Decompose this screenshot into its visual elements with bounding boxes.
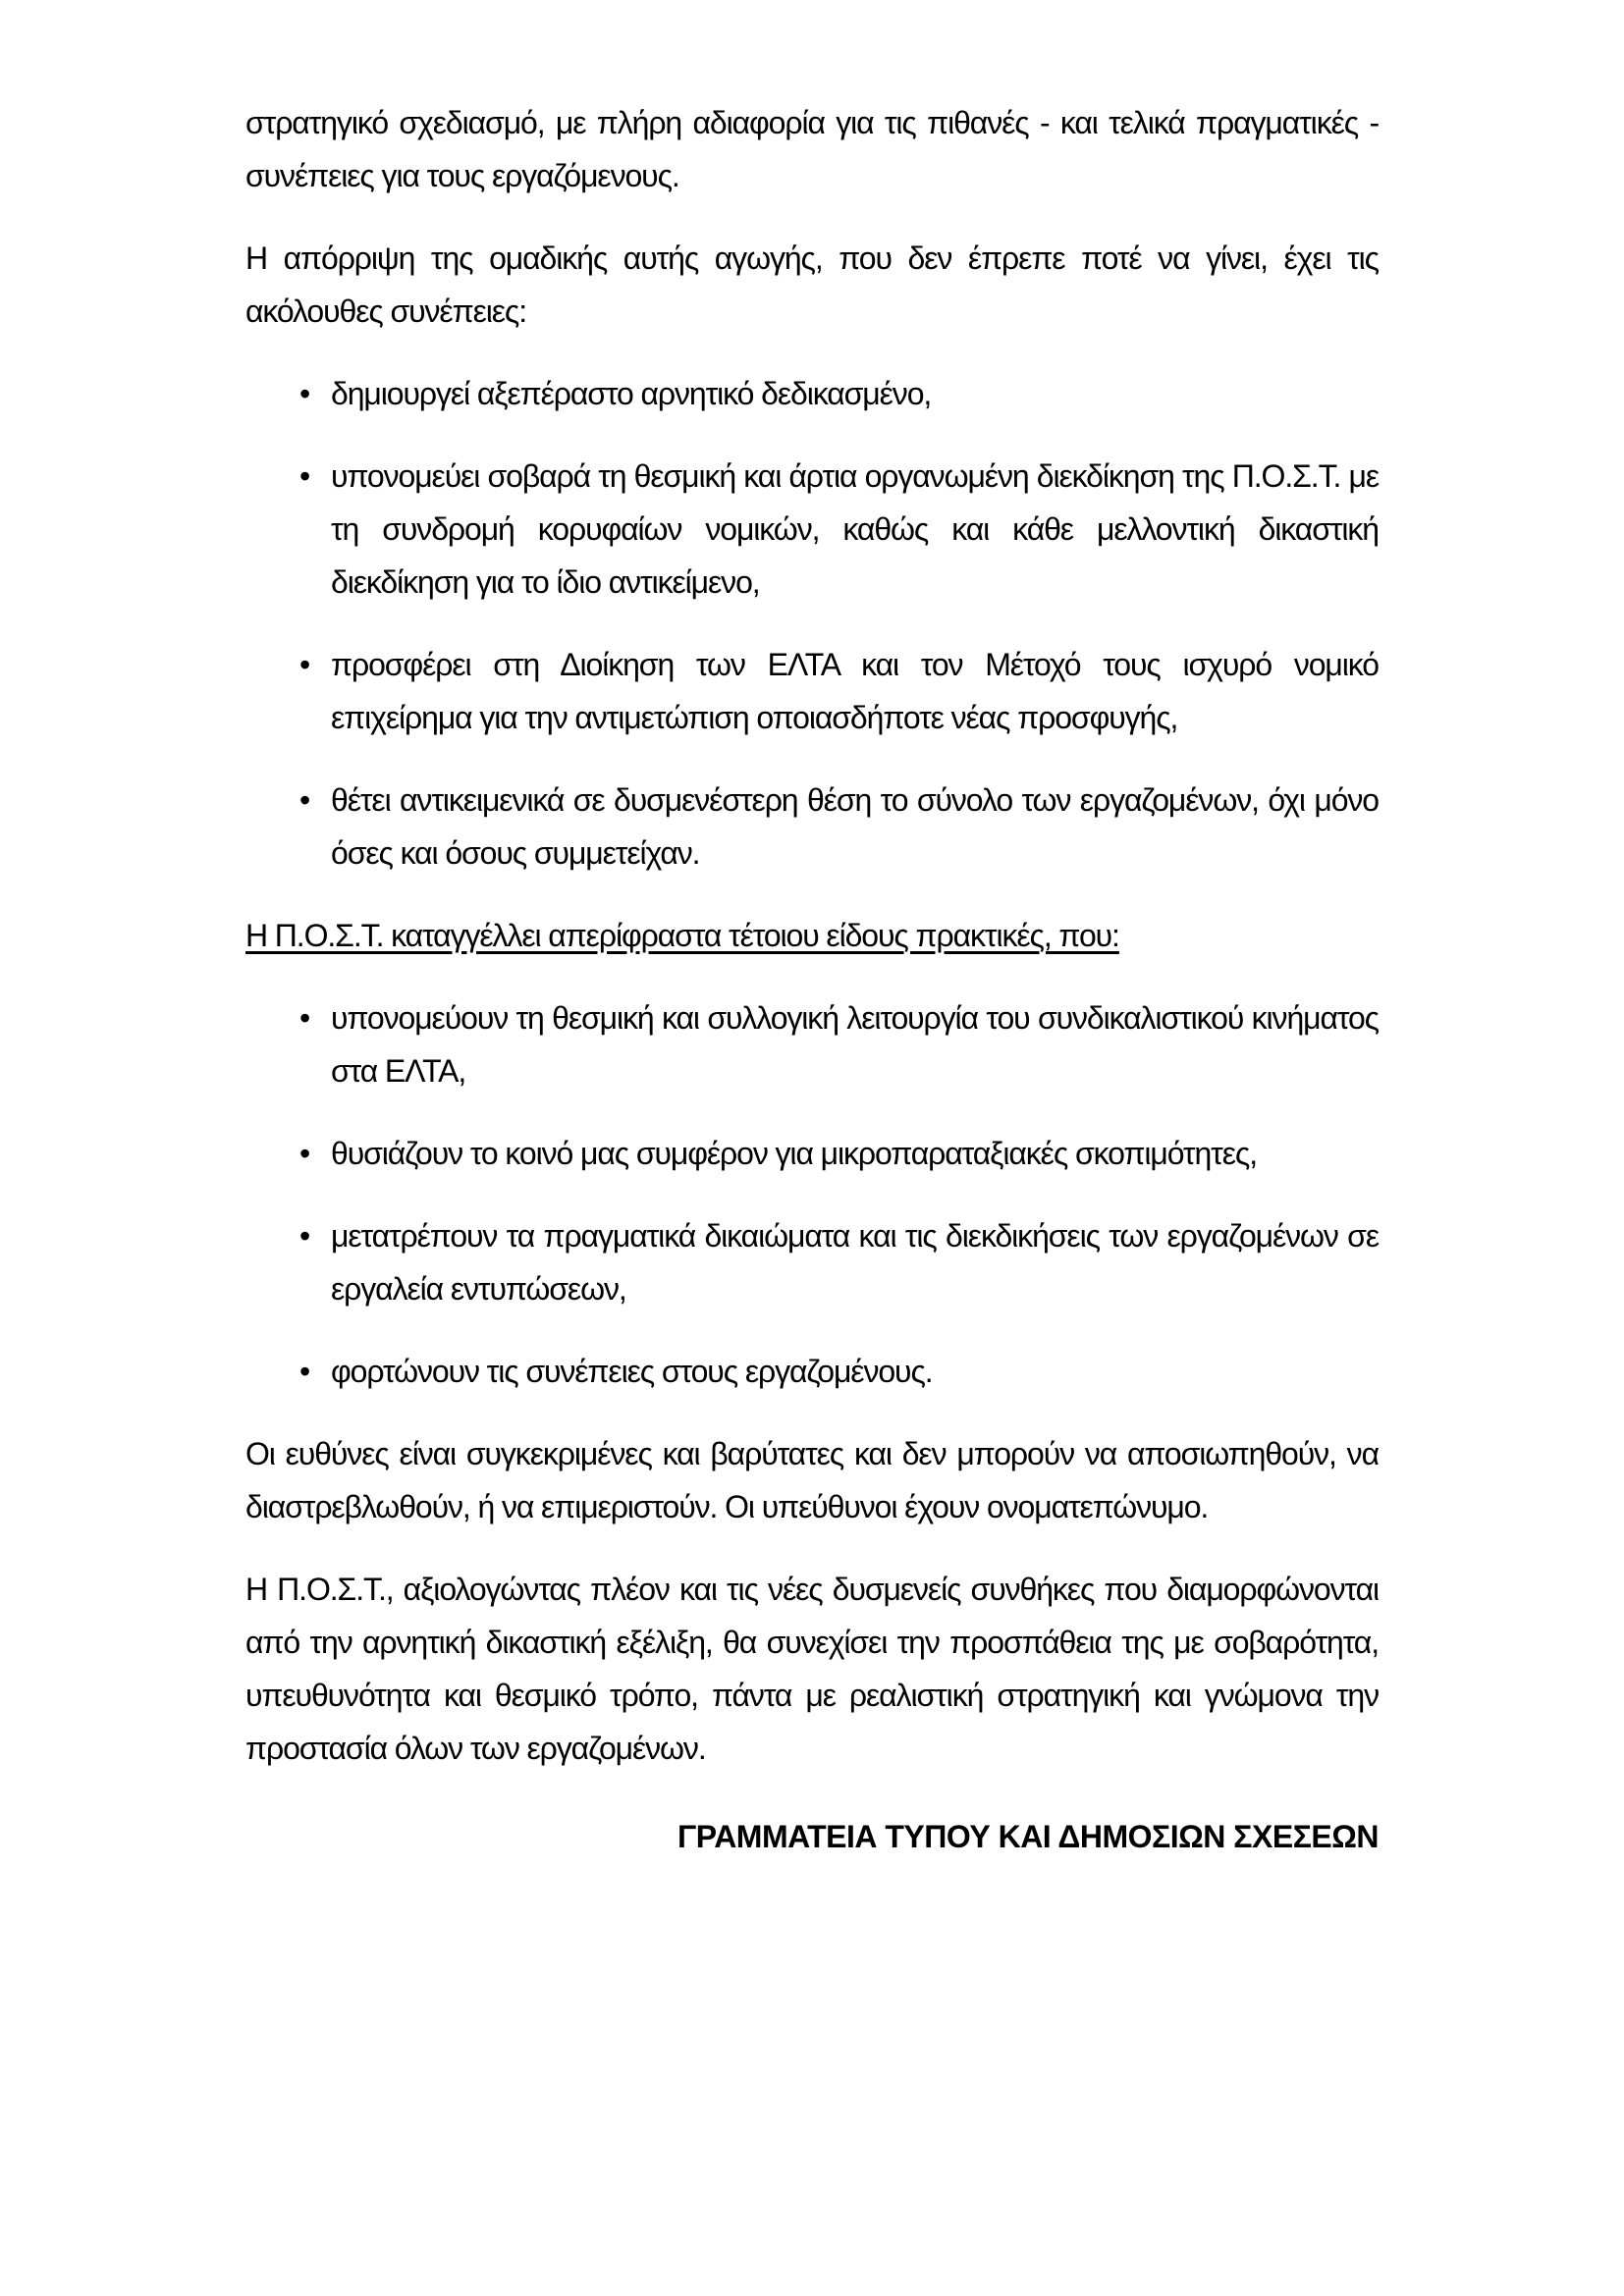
rejection-paragraph: Η απόρριψη της ομαδικής αυτής αγωγής, που δεν έπρεπε ποτέ να γίνει, έχει τις ακόλουθες συνέπειες: [245,240,1379,329]
list-item [245,450,1379,609]
list-item [245,1345,1379,1398]
bullet-text: θυσιάζουν το κοινό μας συμφέρον για μικροπαραταξιακές σκοπιμότητες, [331,1136,1257,1171]
bullet-icon: • [299,1218,310,1254]
signature: ΓΡΑΜΜΑΤΕΙΑ ΤΥΠΟΥ ΚΑΙ ΔΗΜΟΣΙΩΝ ΣΧΕΣΕΩΝ [677,1819,1379,1854]
bullet-text: μετατρέπουν τα πραγματικά δικαιώματα και τις διεκδικήσεις των εργαζομένων σε εργαλεία εντυπώσεων, [331,1218,1379,1307]
closing-paragraph: Η Π.Ο.Σ.Τ., αξιολογώντας πλέον και τις νέες δυσμενείς συνθήκες που διαμορφώνονται από την αρνητική δικαστική εξέλιξη, θα συνεχίσει την προσπάθεια της με σοβαρότητα, υπευθυνότητα και θεσμικό τρόπο, πάντα με ρεαλιστική στρατηγική και γνώμονα την προστασία όλων των εργαζομένων. [245,1572,1379,1766]
list-item [245,1209,1379,1315]
bullet-text: υπονομεύουν τη θεσμική και συλλογική λειτουργία του συνδικαλιστικού κινήματος στα ΕΛΤΑ, [331,1000,1379,1089]
bullet-icon: • [299,1354,310,1389]
list-item [245,367,1379,420]
bullet-text: δημιουργεί αξεπέραστο αρνητικό δεδικασμένο, [331,376,932,411]
consequences-list [245,367,1379,880]
bullet-text: προσφέρει στη Διοίκηση των ΕΛΤΑ και τον Μέτοχό τους ισχυρό νομικό επιχείρημα για την αντιμετώπιση οποιασδήποτε νέας προσφυγής, [331,647,1379,735]
list-item [245,991,1379,1097]
bullet-text: θέτει αντικειμενικά σε δυσμενέστερη θέση το σύνολο των εργαζομένων, όχι μόνο όσες και όσους συμμετείχαν. [331,782,1379,871]
bullet-icon: • [299,458,310,494]
bullet-text: υπονομεύει σοβαρά τη θεσμική και άρτια οργανωμένη διεκδίκηση της Π.Ο.Σ.Τ. με τη συνδρομή κορυφαίων νομικών, καθώς και κάθε μελλοντική δικαστική διεκδίκηση για το ίδιο αντικείμενο, [331,458,1379,600]
bullet-icon: • [299,1000,310,1036]
intro-paragraph: στρατηγικό σχεδιασμό, με πλήρη αδιαφορία για τις πιθανές - και τελικά πραγματικές - συνέπειες για τους εργαζόμενους. [245,105,1379,193]
bullet-icon: • [299,782,310,818]
bullet-icon: • [299,376,310,411]
list-item [245,774,1379,880]
bullet-text: φορτώνουν τις συνέπειες στους εργαζομένους. [331,1354,933,1389]
list-item [245,1127,1379,1180]
list-item [245,638,1379,744]
bullet-icon: • [299,1136,310,1171]
responsibility-paragraph: Οι ευθύνες είναι συγκεκριμένες και βαρύτατες και δεν μπορούν να αποσιωπηθούν, να διαστρεβλωθούν, ή να επιμεριστούν. Οι υπεύθυνοι έχουν ονοματεπώνυμο. [245,1436,1379,1524]
bullet-icon: • [299,647,310,682]
denounce-heading: Η Π.Ο.Σ.Τ. καταγγέλλει απερίφραστα τέτοιου είδους πρακτικές, που: [245,918,1119,953]
practices-list [245,991,1379,1398]
